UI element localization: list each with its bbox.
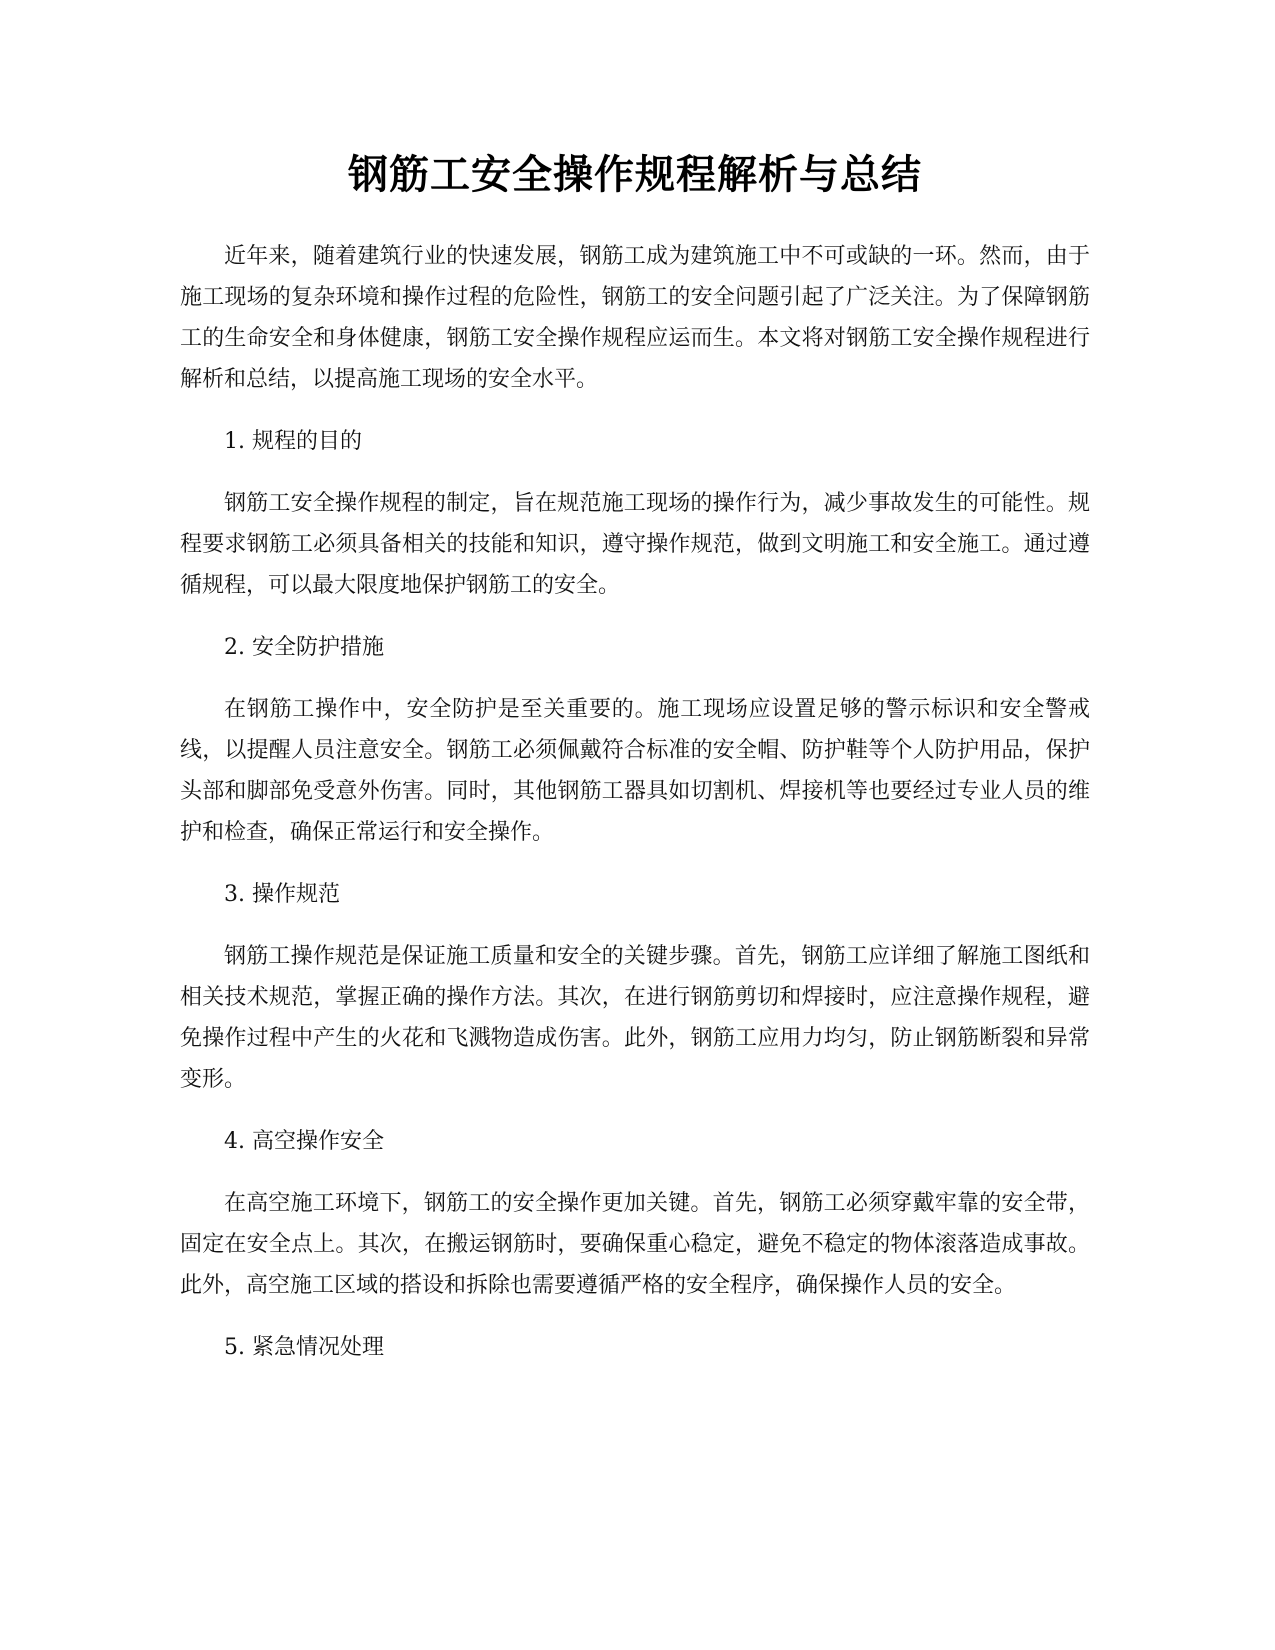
- section-heading-height-safety: 4. 高空操作安全: [224, 1129, 384, 1154]
- section-body-protection: 在钢筋工操作中，安全防护是至关重要的。施工现场应设置足够的警示标识和安全警戒线，以提醒人员注意安全。钢筋工必须佩戴符合标准的安全帽、防护鞋等个人防护用品，保护头部和脚部免受意外伤害。同时，其他钢筋工器具如切割机、焊接机等也要经过专业人员的维护和检查，确保正常运行和安全操作。: [180, 697, 1090, 845]
- document-page: [180, 150, 1090, 1389]
- intro-paragraph: 近年来，随着建筑行业的快速发展，钢筋工成为建筑施工中不可或缺的一环。然而，由于施工现场的复杂环境和操作过程的危险性，钢筋工的安全问题引起了广泛关注。为了保障钢筋工的生命安全和身体健康，钢筋工安全操作规程应运而生。本文将对钢筋工安全操作规程进行解析和总结，以提高施工现场的安全水平。: [180, 244, 1090, 392]
- section-body-operation: 钢筋工操作规范是保证施工质量和安全的关键步骤。首先，钢筋工应详细了解施工图纸和相关技术规范，掌握正确的操作方法。其次，在进行钢筋剪切和焊接时，应注意操作规程，避免操作过程中产生的火花和飞溅物造成伤害。此外，钢筋工应用力均匀，防止钢筋断裂和异常变形。: [180, 944, 1090, 1092]
- section-body-height-safety: 在高空施工环境下，钢筋工的安全操作更加关键。首先，钢筋工必须穿戴牢靠的安全带，固定在安全点上。其次，在搬运钢筋时，要确保重心稳定，避免不稳定的物体滚落造成事故。此外，高空施工区域的搭设和拆除也需要遵循严格的安全程序，确保操作人员的安全。: [180, 1191, 1090, 1298]
- section-heading-purpose: 1. 规程的目的: [224, 429, 362, 454]
- section-body-purpose: 钢筋工安全操作规程的制定，旨在规范施工现场的操作行为，减少事故发生的可能性。规程要求钢筋工必须具备相关的技能和知识，遵守操作规范，做到文明施工和安全施工。通过遵循规程，可以最大限度地保护钢筋工的安全。: [180, 491, 1090, 598]
- section-heading-protection: 2. 安全防护措施: [224, 635, 384, 660]
- section-heading-operation: 3. 操作规范: [224, 882, 340, 907]
- section-heading-emergency: 5. 紧急情况处理: [224, 1335, 384, 1360]
- document-title: 钢筋工安全操作规程解析与总结: [348, 152, 922, 198]
